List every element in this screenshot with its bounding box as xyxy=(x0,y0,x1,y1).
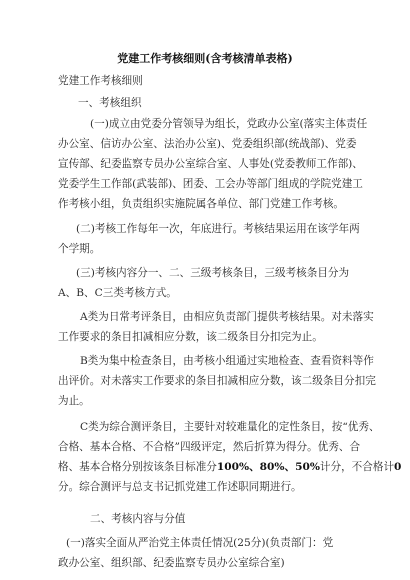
paragraph-line: 办公室、信访办公室、法治办公室)、党委组织部(统战部)、党委 xyxy=(58,138,357,150)
paragraph-line: 工作要求的条目扣减相应分数，该二级条目分扣完为止。 xyxy=(58,331,323,343)
paragraph-line: (一)成立由党委分管领导为组长，党政办公室(落实主体责任 xyxy=(90,118,368,130)
paragraph-line: 政办公室、组织部、纪委监察专员办公室综合室) xyxy=(58,557,285,569)
paragraph-line: A、B、C三类考核方式。 xyxy=(58,287,177,299)
paragraph-line: 宣传部、纪委监察专员办公室综合室、人事处(党委教师工作部)、 xyxy=(58,158,363,170)
paragraph-line: A类为日常考评条目，由相应负责部门提供考核结果。对未落实 xyxy=(80,311,374,323)
paragraph-line: 出评价。对未落实工作要求的条目扣减相应分数，该二级条目分扣完 xyxy=(58,375,376,387)
paragraph-line: 作考核小组，负责组织实施院属各单位、部门党建工作考核。 xyxy=(58,198,345,210)
paragraph-text: 计分，不合格计 xyxy=(319,461,395,473)
paragraph-line: B类为集中检查条目，由考核小组通过实地检查、查看资料等作 xyxy=(80,355,374,367)
section-heading-organization: 一、考核组织 xyxy=(78,97,142,109)
paragraph-line: 党委学生工作部(武装部)、团委、工会办等部门组成的学院党建工 xyxy=(58,178,363,190)
paragraph-line: 合格、基本合格、不合格”四级评定，然后折算为得分。优秀、合 xyxy=(58,441,361,453)
paragraph-line: 分。综合测评与总支书记抓党建工作述职同期进行。 xyxy=(58,481,302,493)
document-subtitle: 党建工作考核细则 xyxy=(58,75,143,87)
percentage-values: 100%、80%、50% xyxy=(216,461,320,473)
paragraph-text: 格、基本合格分别按该条目标准分 xyxy=(58,461,217,473)
paragraph-line: 个学期。 xyxy=(58,243,101,255)
paragraph-line: 为止。 xyxy=(58,395,90,407)
paragraph-line xyxy=(58,460,401,474)
paragraph-line: (二)考核工作每年一次，年底进行。考核结果运用在该学年两 xyxy=(76,223,360,235)
section-heading-content: 二、考核内容与分值 xyxy=(90,513,186,525)
paragraph-line: (一)落实全面从严治党主体责任情况(25分)(负责部门：党 xyxy=(66,537,334,549)
document-title: 党建工作考核细则(含考核清单表格) xyxy=(117,52,293,65)
paragraph-line: C类为综合测评条目，主要针对较难量化的定性条目，按“优秀、 xyxy=(80,421,380,433)
zero-value: 0 xyxy=(394,461,402,473)
paragraph-line: (三)考核内容分一、二、三级考核条目，三级考核条目分为 xyxy=(76,267,350,279)
